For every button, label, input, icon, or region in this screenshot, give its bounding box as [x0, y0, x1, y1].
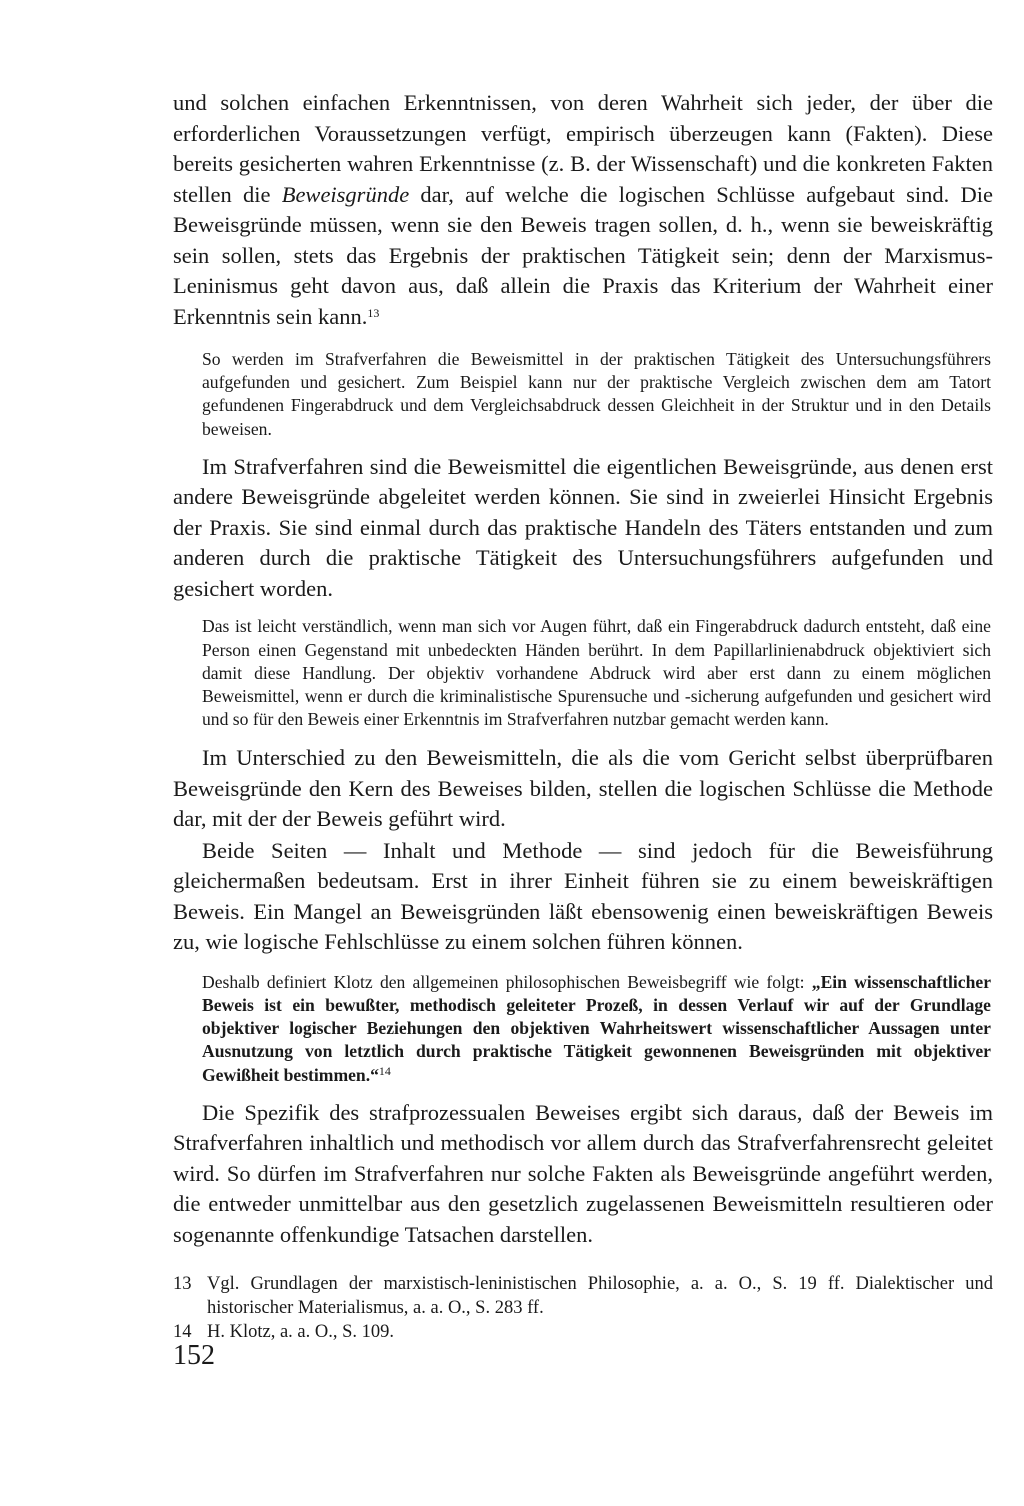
page-content: [173, 88, 993, 1344]
emphasis-beweisgruende: Beweisgründe: [281, 181, 410, 207]
paragraph-8: Die Spezifik des strafprozessualen Beweises ergibt sich daraus, daß der Beweis im Strafverfahren inhaltlich und methodisch vor allem durch das Strafverfahrensrecht geleitet wird. So dürfen im Strafverfahren nur solche Fakten als Beweisgründe angeführt werden, die entweder unmittelbar aus den gesetzlich zugelassenen Beweismitteln resultieren oder sogenannte offenkundige Tatsachen darstellen.: [173, 1099, 993, 1247]
footnote-13: [173, 1272, 993, 1320]
footnote-text: Vgl. Grundlagen der marxistisch-leninistischen Philosophie, a. a. O., S. 19 ff. Dialektischer und historischer Materialismus, a. a. O., S. 283 ff.: [207, 1274, 993, 1319]
paragraph-4-example: Das ist leicht verständlich, wenn man sich vor Augen führt, daß ein Fingerabdruck dadurch entsteht, daß eine Person einen Gegenstand mit unbedeckten Händen berührt. In dem Papillarlinienabdruck objektiviert sich damit diese Handlung. Der objektiv vorhandene Abdruck wird aber erst dann zu einem möglichen Beweismittel, wenn er durch die kriminalistische Spurensuche und -sicherung aufgefunden und gesichert wird und so für den Beweis einer Erkenntnis im Strafverfahren nutzbar gemacht werden kann.: [202, 616, 991, 730]
paragraph-5: Im Unterschied zu den Beweismitteln, die als die vom Gericht selbst überprüfbaren Beweisgründe den Kern des Beweises bilden, stellen die logischen Schlüsse die Methode dar, mit der der Beweis geführt wird.: [173, 745, 993, 832]
paragraph-3: Im Strafverfahren sind die Beweismittel die eigentlichen Beweisgründe, aus denen erst andere Beweisgründe abgeleitet werden können. Sie sind in zweierlei Hinsicht Ergebnis der Praxis. Sie sind einmal durch das praktische Handeln des Täters entstanden und zum anderen durch die praktische Tätigkeit des Untersuchungsführers aufgefunden und gesichert worden.: [173, 453, 993, 601]
footnote-number: 14: [173, 1322, 192, 1343]
footnotes: [173, 1272, 993, 1344]
paragraph-7-definition: [173, 971, 993, 1087]
paragraph-1-text-a: und solchen einfachen Erkenntnissen, von deren Wahrheit sich jeder, der über die erforderlichen Voraussetzungen verfügt, empirisch überzeugen kann (Fakten). Diese bereits gesicherten wahren Erkenntnisse (z. B. der Wissenschaft) und die konkreten Fakten stellen die: [173, 90, 993, 207]
footnote-ref-14[interactable]: 14: [378, 1063, 391, 1078]
footnote-text: H. Klotz, a. a. O., S. 109.: [207, 1322, 395, 1343]
footnote-14: [173, 1320, 993, 1344]
footnote-ref-13[interactable]: 13: [367, 305, 380, 320]
paragraph-2-example: So werden im Strafverfahren die Beweismittel in der praktischen Tätigkeit des Untersuchungsführers aufgefunden und gesichert. Zum Beispiel kann nur der praktische Vergleich zwischen dem am Tatort gefundenen Fingerabdruck und dem Vergleichsabdruck dessen Gleichheit in der Struktur und in den Details beweisen.: [202, 349, 991, 439]
paragraph-6: Beide Seiten — Inhalt und Methode — sind jedoch für die Beweisführung gleichermaßen bedeutsam. Erst in ihrer Einheit führen sie zu einem beweiskräftigen Beweis. Ein Mangel an Beweisgründen läßt ebensowenig einen beweiskräftigen Beweis zu, wie logische Fehlschlüsse zu einem solchen führen können.: [173, 837, 993, 955]
page-number: 152: [173, 1340, 215, 1371]
paragraph-1: [173, 88, 993, 332]
definition-lead: Deshalb definiert Klotz den allgemeinen philosophischen Beweisbegriff wie folgt:: [202, 971, 812, 992]
footnote-number: 13: [173, 1274, 192, 1295]
definition-quote: „Ein wissenschaftlicher Beweis ist ein bewußter, methodisch geleiteter Prozeß, in dessen Verlauf wir auf der Grundlage objektiver logischer Beziehungen den objektiven Wahrheitswert wissenschaftlicher Aussagen unter Ausnutzung von letztlich durch praktische Tätigkeit gewonnenen Beweisgründen mit objektiver Gewißheit bestimmen.“: [202, 971, 991, 1085]
paragraph-1-text-b: dar, auf welche die logischen Schlüsse aufgebaut sind. Die Beweisgründe müssen, wenn sie den Beweis tragen sollen, d. h., wenn sie beweiskräftig sein sollen, stets das Ergebnis der praktischen Tätigkeit sein; denn der Marxismus-Leninismus geht davon aus, daß allein die Praxis das Kriterium der Wahrheit einer Erkenntnis sein kann.: [173, 181, 993, 329]
